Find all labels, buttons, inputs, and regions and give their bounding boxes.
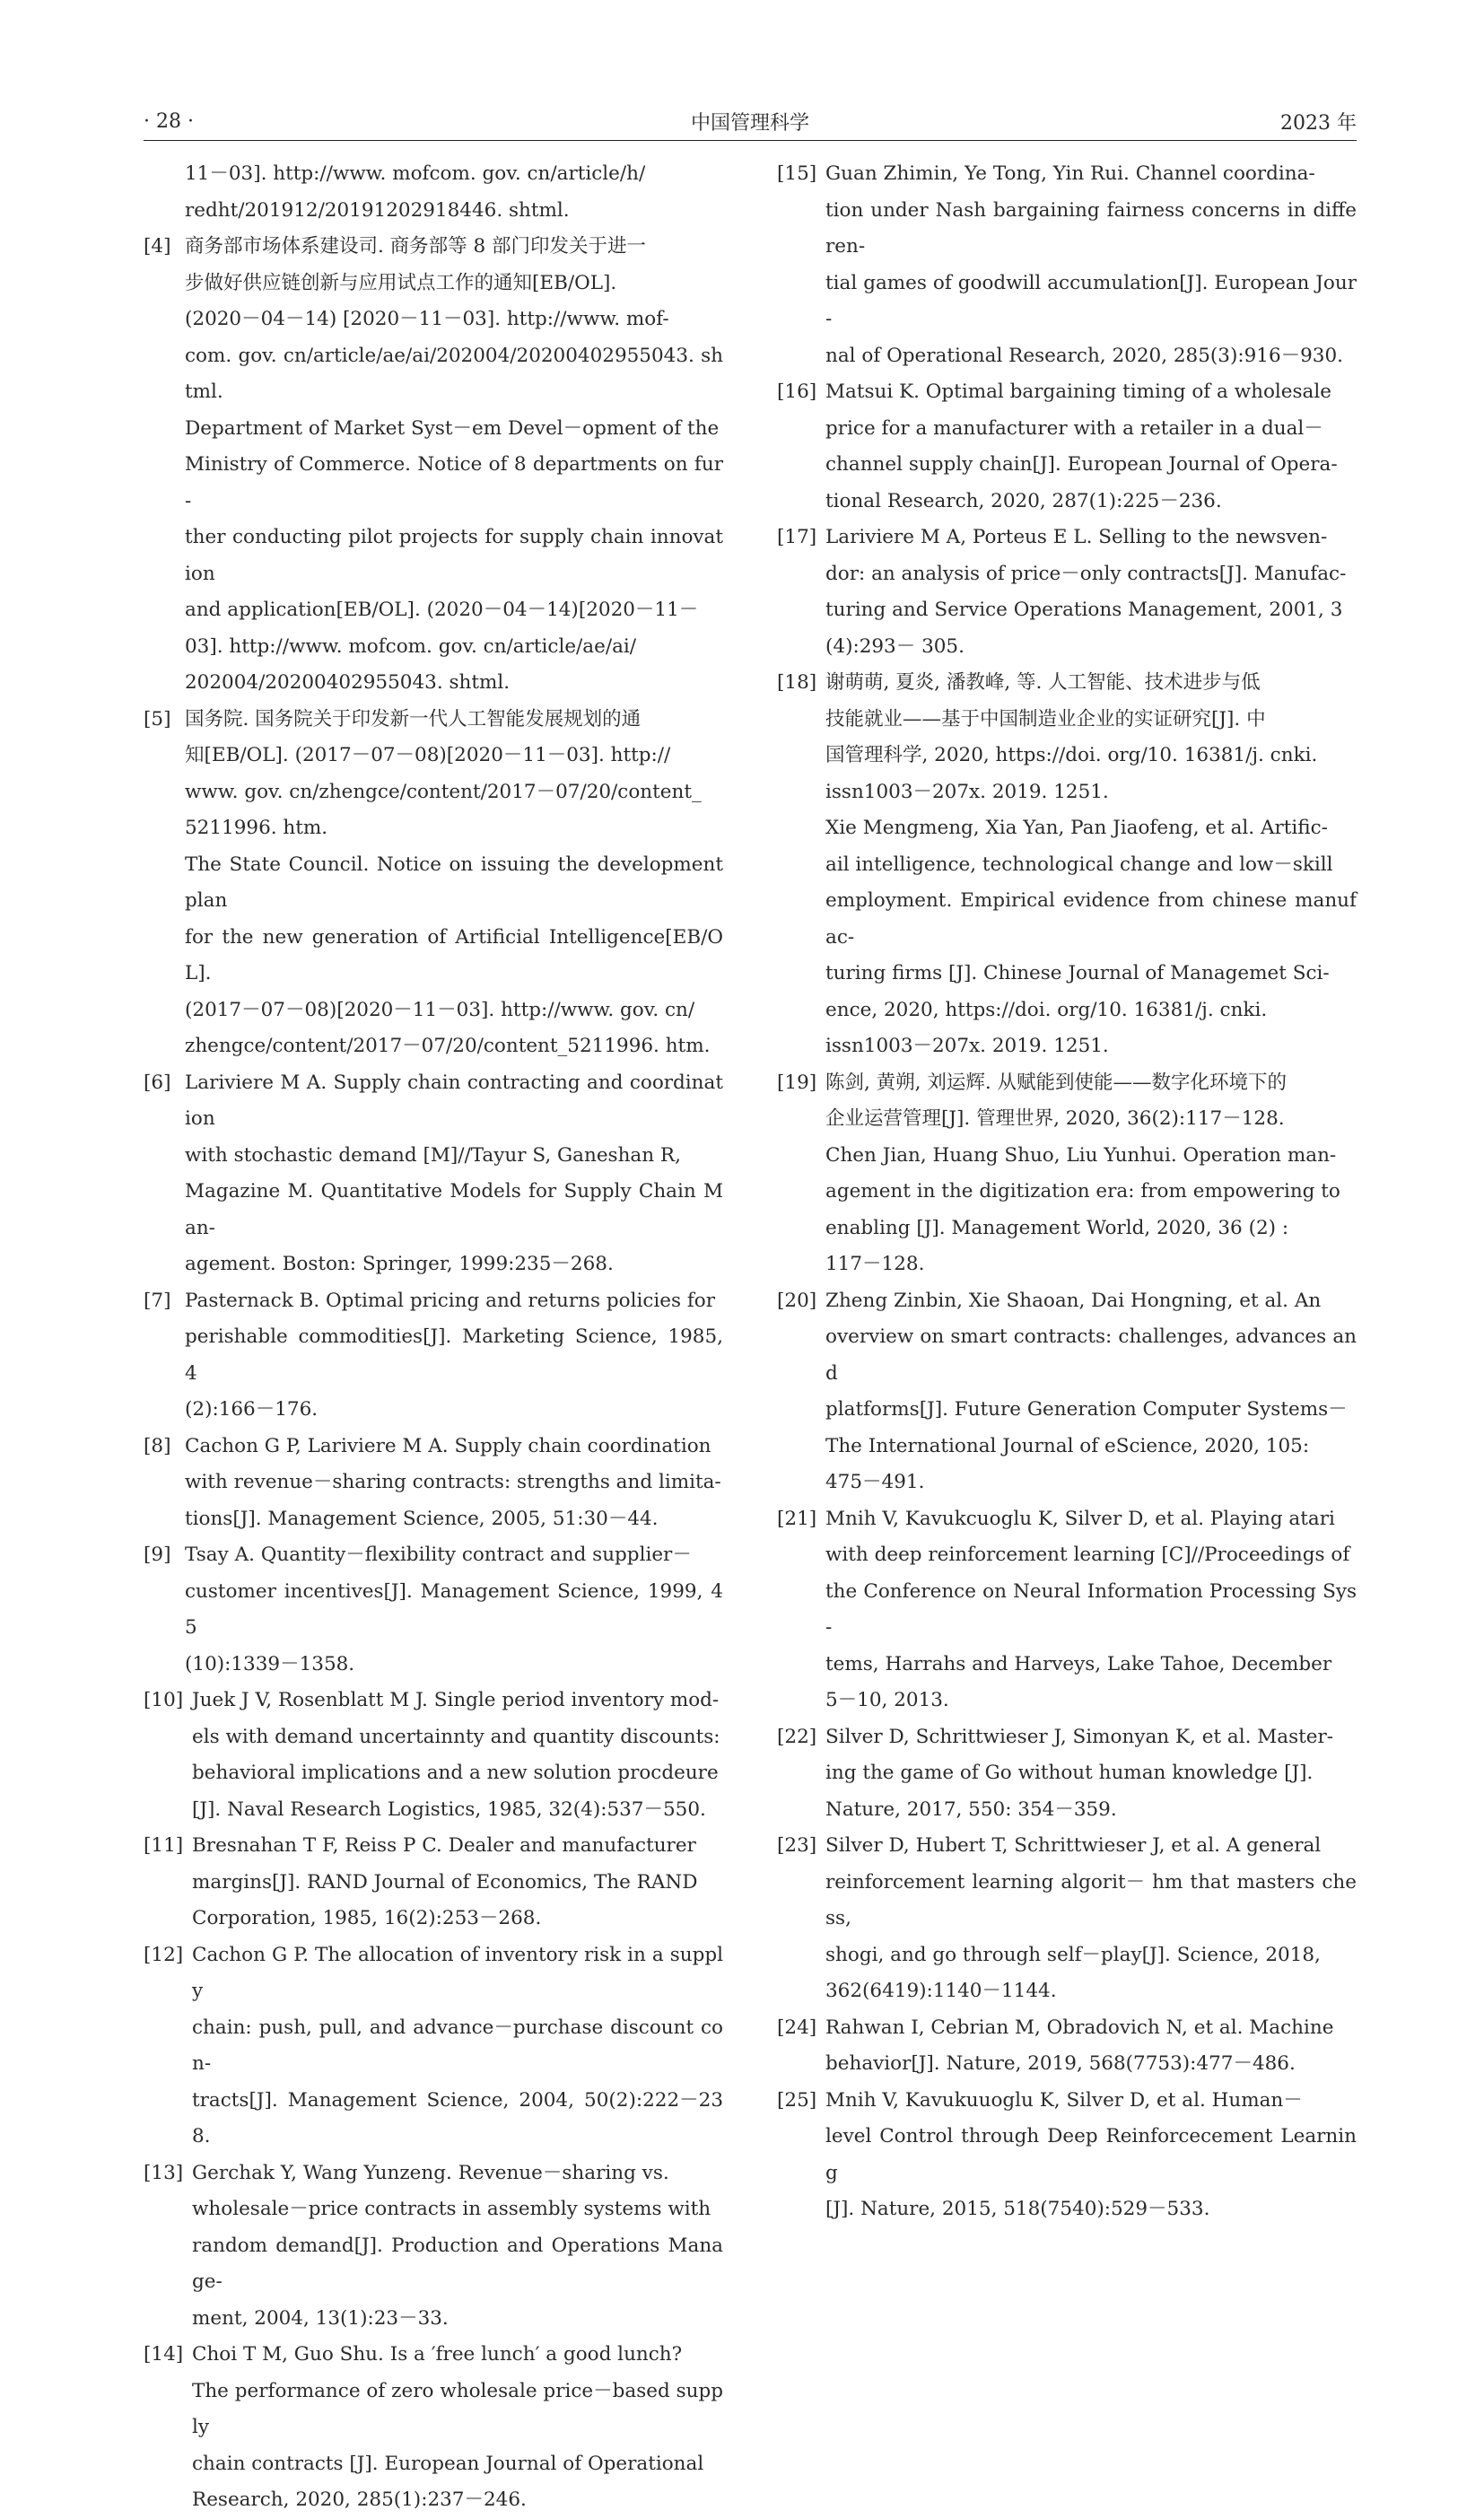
reference-text-line: Corporation, 1985, 16(2):253－268. <box>192 1907 542 1929</box>
reference-text-line: Mnih V, Kavukuuoglu K, Silver D, et al. Human－ <box>825 2088 1303 2112</box>
reference-entry <box>144 1537 723 1683</box>
reference-text-line: with stochastic demand [M]//Tayur S, Ganeshan R, <box>185 1143 681 1167</box>
reference-text-line: for the new generation of Artificial Intelligence[EB/OL]. <box>185 925 723 984</box>
reference-text-line: 企业运营管理[J]. 管理世界, 2020, 36(2):117－128. <box>825 1107 1285 1130</box>
reference-text-line: nal of Operational Research, 2020, 285(3):916－930. <box>825 344 1344 367</box>
reference-text-line: level Control through Deep Reinforcecement Learning <box>825 2125 1357 2184</box>
reference-text-line: (2):166－176. <box>185 1398 319 1421</box>
reference-number: [25] <box>777 2088 817 2112</box>
header-rule <box>144 140 1357 141</box>
reference-text-line: agement. Boston: Springer, 1999:235－268. <box>185 1253 614 1275</box>
reference-number: [9] <box>144 1544 171 1566</box>
reference-text-line: perishable commodities[J]. Marketing Science, 1985, 4 <box>185 1325 723 1385</box>
reference-text-line: Cachon G P. The allocation of inventory risk in a supply <box>192 1943 723 2002</box>
reference-text-line: Research, 2020, 285(1):237－246. <box>192 2488 527 2511</box>
reference-text-line: (2020－04－14) [2020－11－03]. http://www. mof- <box>185 308 669 330</box>
reference-text-line: Chen Jian, Huang Shuo, Liu Yunhui. Operation man- <box>825 1143 1337 1167</box>
reference-text-line: 国务院. 国务院关于印发新一代人工智能发展规划的通 <box>185 707 642 730</box>
reference-text-line: 475－491. <box>825 1471 925 1493</box>
reference-text-line: Choi T M, Guo Shu. Is a ′free lunch′ a good lunch? <box>192 2343 683 2366</box>
reference-text-line: 国管理科学, 2020, https://doi. org/10. 16381/j. cnki. <box>825 744 1318 766</box>
reference-number: [15] <box>777 162 817 185</box>
reference-number: [22] <box>777 1725 817 1748</box>
reference-text-line: 陈剑, 黄朔, 刘运辉. 从赋能到使能——数字化环境下的 <box>825 1071 1288 1094</box>
reference-text-line: 117－128. <box>825 1253 925 1275</box>
reference-text-line: 知[EB/OL]. (2017－07－08)[2020－11－03]. http:// <box>185 744 671 766</box>
reference-text-line: and application[EB/OL]. (2020－04－14)[2020－11－ <box>185 599 699 621</box>
reference-entry <box>777 374 1357 520</box>
reference-text-line: agement in the digitization era: from empowering to <box>825 1180 1340 1203</box>
reference-number: [5] <box>144 707 171 730</box>
reference-number: [8] <box>144 1434 171 1457</box>
reference-text-line: chain: push, pull, and advance－purchase discount con- <box>192 2016 723 2075</box>
reference-text-line: overview on smart contracts: challenges, advances and <box>825 1325 1357 1385</box>
reference-entry <box>777 2010 1357 2083</box>
reference-text-line: ail intelligence, technological change and low－skill <box>825 853 1333 876</box>
references-right-column <box>777 156 1357 2228</box>
reference-text-line: com. gov. cn/article/ae/ai/202004/20200402955043. shtml. <box>185 344 723 403</box>
reference-text-line: platforms[J]. Future Generation Computer Systems－ <box>825 1398 1348 1421</box>
reference-text-line: Lariviere M A. Supply chain contracting and coordination <box>185 1071 723 1130</box>
reference-text-line: 谢萌萌, 夏炎, 潘教峰, 等. 人工智能、技术进步与低 <box>825 671 1261 694</box>
reference-text-line: The State Council. Notice on issuing the development plan <box>185 853 723 912</box>
reference-number: [14] <box>144 2343 184 2366</box>
reference-text-line: random demand[J]. Production and Operations Manage- <box>192 2234 723 2293</box>
reference-text-line: ther conducting pilot projects for supply chain innovation <box>185 526 723 585</box>
reference-entry <box>144 702 723 1065</box>
reference-text-line: (2017－07－08)[2020－11－03]. http://www. gov. cn/ <box>185 998 695 1021</box>
reference-text-line: chain contracts [J]. European Journal of Operational <box>192 2452 704 2475</box>
reference-text-line: 11－03]. http://www. mofcom. gov. cn/article/h/ <box>185 162 646 185</box>
reference-text-line: wholesale－price contracts in assembly systems with <box>192 2198 711 2220</box>
reference-text-line: tems, Harrahs and Harveys, Lake Tahoe, December <box>825 1652 1332 1675</box>
reference-text-line: 5211996. htm. <box>185 817 328 839</box>
reference-text-line: 步做好供应链创新与应用试点工作的通知[EB/OL]. <box>185 271 617 294</box>
reference-text-line: Pasternack B. Optimal pricing and returns policies for <box>185 1289 716 1312</box>
reference-text-line: tion under Nash bargaining fairness concerns in differen- <box>825 198 1357 258</box>
reference-text-line: Lariviere M A, Porteus E L. Selling to the newsven- <box>825 526 1328 548</box>
reference-text-line: enabling [J]. Management World, 2020, 36 (2) : <box>825 1216 1289 1239</box>
reference-text-line: Juek J V, Rosenblatt M J. Single period inventory mod- <box>192 1689 720 1711</box>
reference-text-line: reinforcement learning algorit－ hm that masters chess, <box>825 1870 1357 1929</box>
reference-entry <box>777 665 1357 1065</box>
reference-text-line: turing and Service Operations Management, 2001, 3 <box>825 599 1343 621</box>
reference-text-line: dor: an analysis of price－only contracts[J]. Manufac- <box>825 562 1347 585</box>
reference-entry <box>144 1429 723 1538</box>
reference-entry <box>777 1828 1357 2010</box>
reference-text-line: 5－10, 2013. <box>825 1689 949 1711</box>
reference-text-line: tions[J]. Management Science, 2005, 51:30－44. <box>185 1507 659 1530</box>
reference-entry <box>777 156 1357 374</box>
reference-text-line: Xie Mengmeng, Xia Yan, Pan Jiaofeng, et al. Artific- <box>825 817 1328 839</box>
reference-number: [19] <box>777 1071 817 1094</box>
reference-entry <box>777 1501 1357 1719</box>
reference-text-line: the Conference on Neural Information Processing Sys- <box>825 1579 1357 1639</box>
reference-text-line: Zheng Zinbin, Xie Shaoan, Dai Hongning, et al. An <box>825 1289 1322 1312</box>
reference-number: [13] <box>144 2161 184 2184</box>
reference-text-line: Magazine M. Quantitative Models for Supply Chain Man- <box>185 1180 723 1239</box>
reference-text-line: els with demand uncertainnty and quantity discounts: <box>192 1725 720 1748</box>
reference-number: [10] <box>144 1689 184 1711</box>
reference-text-line: Matsui K. Optimal bargaining timing of a wholesale <box>825 380 1331 403</box>
reference-text-line: ing the game of Go without human knowledge [J]. <box>825 1762 1314 1784</box>
reference-number: [23] <box>777 1834 817 1857</box>
reference-text-line: ence, 2020, https://doi. org/10. 16381/j. cnki. <box>825 998 1268 1021</box>
reference-text-line: 362(6419):1140－1144. <box>825 1980 1057 2002</box>
reference-text-line: behavioral implications and a new solution procdeure <box>192 1762 719 1784</box>
reference-text-line: [J]. Naval Research Logistics, 1985, 32(4):537－550. <box>192 1797 706 1821</box>
reference-text-line: The International Journal of eScience, 2020, 105: <box>825 1434 1310 1457</box>
reference-text-line: Bresnahan T F, Reiss P C. Dealer and manufacturer <box>192 1834 696 1857</box>
reference-text-line: turing firms [J]. Chinese Journal of Managemet Sci- <box>825 962 1330 984</box>
reference-entry <box>144 2337 723 2519</box>
reference-text-line: customer incentives[J]. Management Science, 1999, 45 <box>185 1579 723 1639</box>
reference-text-line: (4):293－ 305. <box>825 634 965 658</box>
reference-text-line: shogi, and go through self－play[J]. Science, 2018, <box>825 1943 1321 1966</box>
reference-number: [21] <box>777 1507 817 1530</box>
reference-text-line: price for a manufacturer with a retailer in a dual－ <box>825 416 1323 440</box>
reference-text-line: behavior[J]. Nature, 2019, 568(7753):477－486. <box>825 2052 1296 2075</box>
reference-number: [4] <box>144 235 171 258</box>
reference-entry <box>144 1828 723 1937</box>
references-left-column <box>144 156 723 2519</box>
reference-text-line: Nature, 2017, 550: 354－359. <box>825 1797 1117 1821</box>
reference-text-line: Tsay A. Quantity－flexibility contract and supplier－ <box>185 1544 692 1566</box>
page-number: · 28 · <box>144 109 194 133</box>
reference-entry <box>144 1065 723 1283</box>
reference-text-line: with revenue－sharing contracts: strengths and limita- <box>185 1471 721 1493</box>
reference-number: [7] <box>144 1289 171 1312</box>
reference-text-line: employment. Empirical evidence from chinese manufac- <box>825 889 1357 949</box>
reference-text-line: channel supply chain[J]. European Journal of Opera- <box>825 453 1338 476</box>
reference-text-line: [J]. Nature, 2015, 518(7540):529－533. <box>825 2198 1210 2220</box>
reference-text-line: tional Research, 2020, 287(1):225－236. <box>825 489 1222 512</box>
reference-entry <box>777 1283 1357 1501</box>
reference-text-line: Gerchak Y, Wang Yunzeng. Revenue－sharing vs. <box>192 2161 669 2184</box>
reference-entry <box>777 1065 1357 1283</box>
reference-text-line: www. gov. cn/zhengce/content/2017－07/20/content_ <box>185 780 702 803</box>
reference-number: [18] <box>777 671 817 694</box>
reference-text-line: (10):1339－1358. <box>185 1652 355 1675</box>
reference-text-line: 技能就业——基于中国制造业企业的实证研究[J]. 中 <box>825 707 1266 730</box>
reference-entry <box>777 1719 1357 1829</box>
reference-entry <box>144 2156 723 2338</box>
publication-year: 2023 年 <box>1280 111 1357 135</box>
reference-text-line: 商务部市场体系建设司. 商务部等 8 部门印发关于进一 <box>185 235 647 258</box>
reference-text-line: issn1003－207x. 2019. 1251. <box>825 780 1109 803</box>
reference-number: [20] <box>777 1289 817 1312</box>
reference-entry <box>144 1683 723 1828</box>
reference-number: [24] <box>777 2016 817 2039</box>
reference-text-line: 03]. http://www. mofcom. gov. cn/article/ae/ai/ <box>185 634 637 658</box>
reference-number: [17] <box>777 526 817 548</box>
reference-text-line: tial games of goodwill accumulation[J]. European Jour- <box>825 271 1357 330</box>
journal-title: 中国管理科学 <box>690 111 809 135</box>
running-header <box>144 101 1357 142</box>
reference-text-line: Department of Market Syst－em Devel－opment of the <box>185 416 720 440</box>
reference-entry <box>144 1283 723 1429</box>
reference-number: [6] <box>144 1071 171 1094</box>
reference-text-line: redht/201912/20191202918446. shtml. <box>185 198 570 222</box>
reference-number: [16] <box>777 380 817 403</box>
reference-text-line: Mnih V, Kavukcuoglu K, Silver D, et al. Playing atari <box>825 1507 1335 1530</box>
reference-text-line: tracts[J]. Management Science, 2004, 50(2):222－238. <box>192 2088 723 2147</box>
reference-text-line: Rahwan I, Cebrian M, Obradovich N, et al. Machine <box>825 2016 1334 2039</box>
reference-text-line: with deep reinforcement learning [C]//Proceedings of <box>825 1544 1350 1566</box>
reference-text-line: Silver D, Hubert T, Schrittwieser J, et al. A general <box>825 1834 1322 1857</box>
reference-text-line: issn1003－207x. 2019. 1251. <box>825 1035 1109 1057</box>
reference-text-line: ment, 2004, 13(1):23－33. <box>192 2306 449 2330</box>
reference-entry <box>144 229 723 702</box>
reference-text-line: margins[J]. RAND Journal of Economics, The RAND <box>192 1870 698 1894</box>
reference-text-line: Ministry of Commerce. Notice of 8 departments on fur- <box>185 453 723 512</box>
reference-text-line: Silver D, Schrittwieser J, Simonyan K, et al. Master- <box>825 1725 1334 1748</box>
reference-text-line: Cachon G P, Lariviere M A. Supply chain coordination <box>185 1434 711 1457</box>
reference-text-line: zhengce/content/2017－07/20/content_5211996. htm. <box>185 1035 711 1057</box>
reference-entry <box>144 156 723 229</box>
reference-number: [12] <box>144 1943 184 1966</box>
reference-number: [11] <box>144 1834 184 1857</box>
reference-text-line: Guan Zhimin, Ye Tong, Yin Rui. Channel coordina- <box>825 162 1315 185</box>
reference-entry <box>777 520 1357 665</box>
reference-text-line: 202004/20200402955043. shtml. <box>185 671 511 694</box>
reference-entry <box>777 2083 1357 2228</box>
reference-entry <box>144 1937 723 2156</box>
reference-text-line: The performance of zero wholesale price－based supply <box>192 2379 723 2438</box>
